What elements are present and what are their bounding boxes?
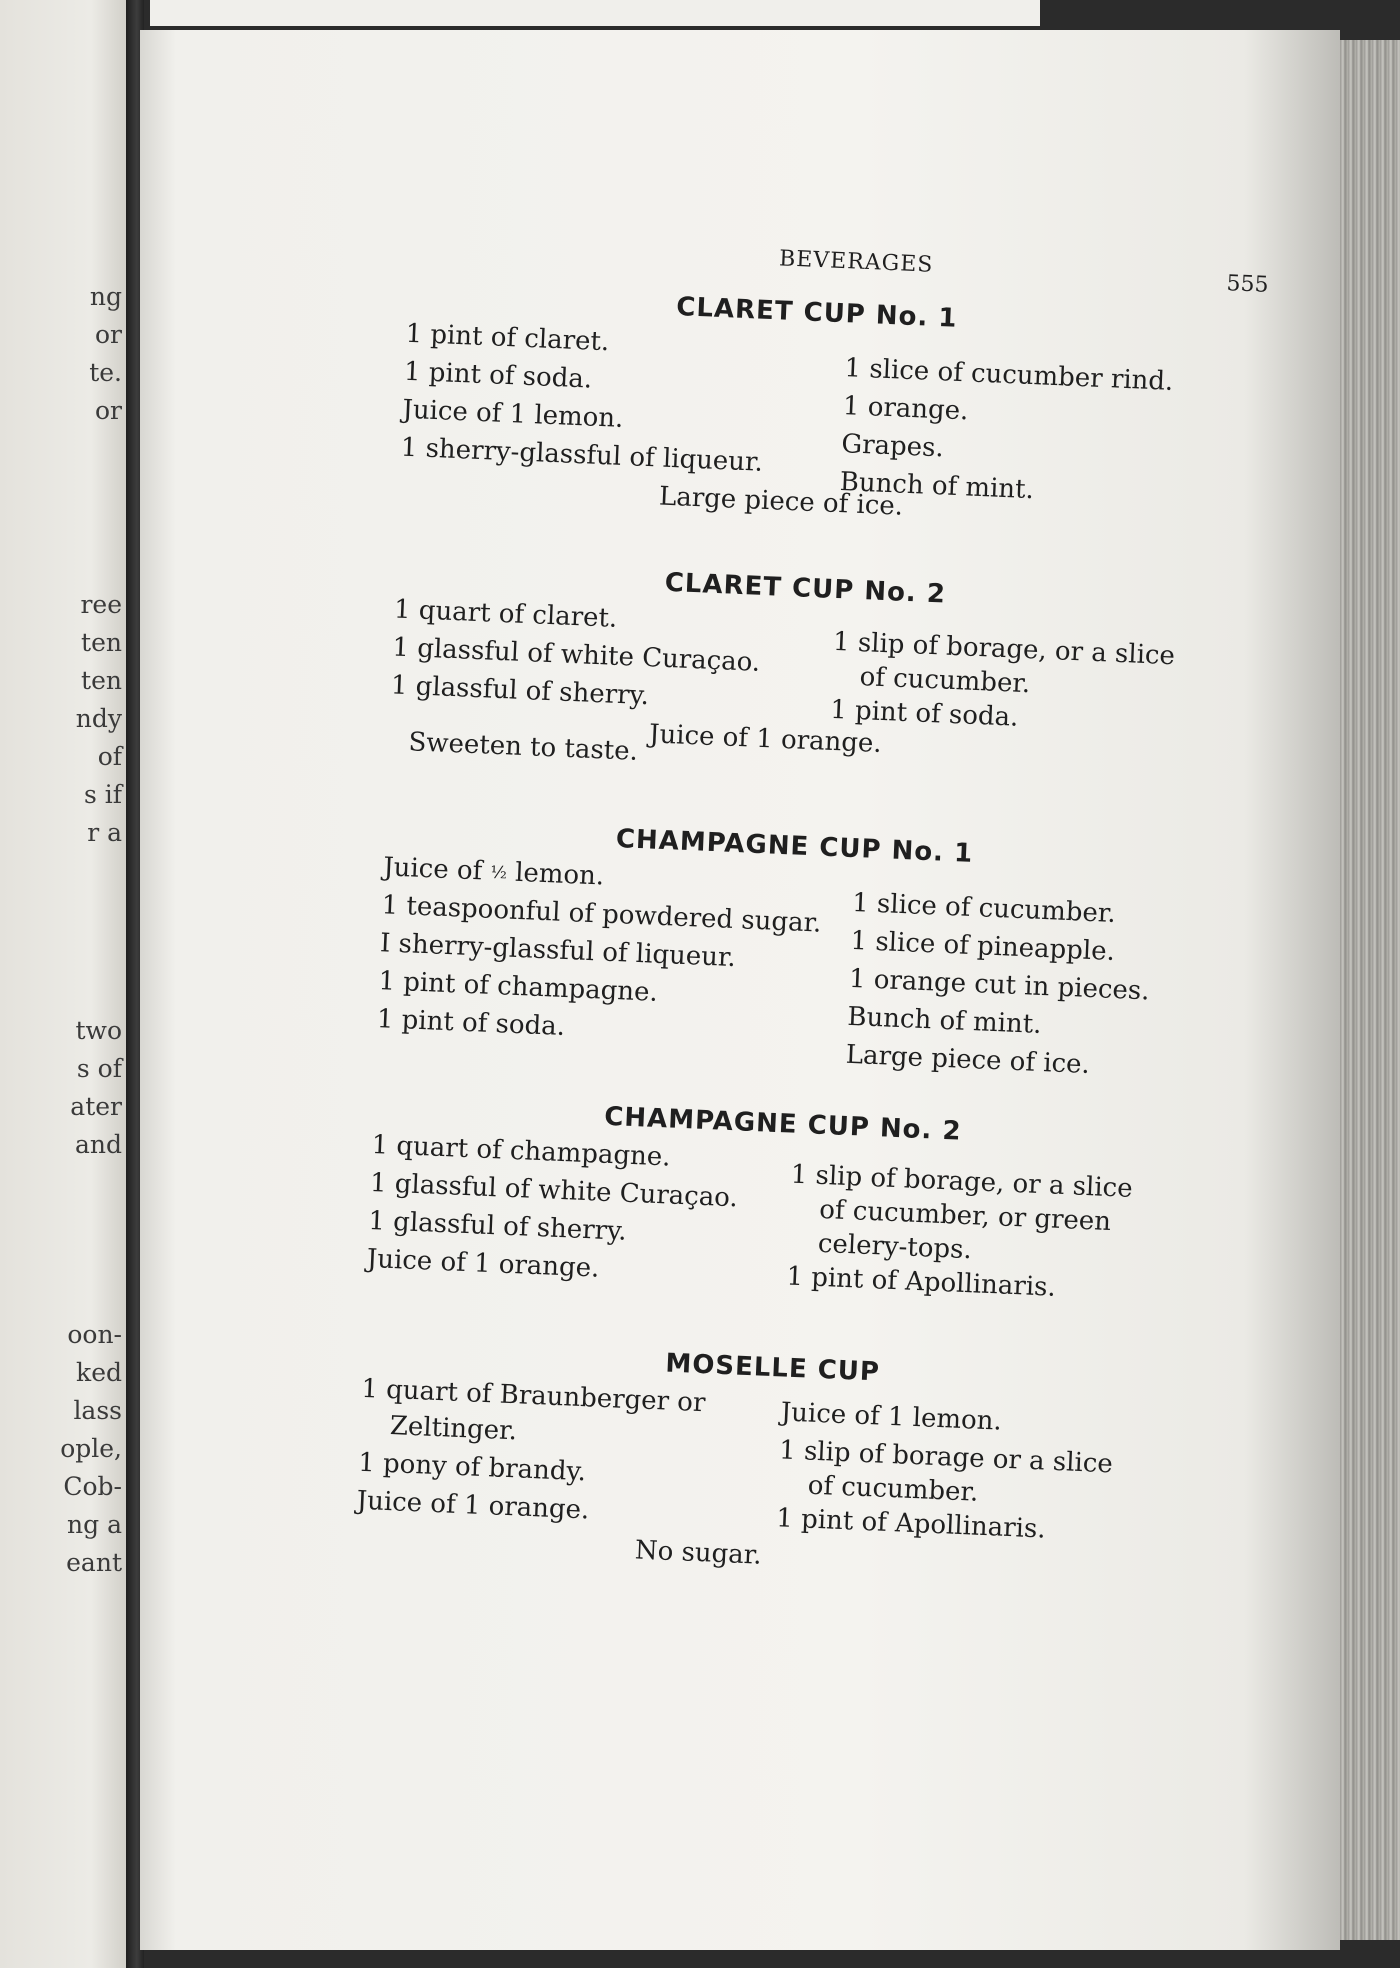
ingredient: 1 pint of soda. <box>376 1004 566 1043</box>
ingredient: 1 pint of Apollinaris. <box>775 1503 1047 1545</box>
ingredient: I sherry-glassful of liqueur. <box>379 928 737 974</box>
facing-line: r a <box>87 818 122 847</box>
ingredient: 1 glassful of sherry. <box>390 670 650 712</box>
facing-line: s of <box>76 1054 122 1083</box>
ingredient: 1 slice of pineapple. <box>850 925 1116 967</box>
facing-line: of <box>97 742 122 771</box>
recipe-note: No sugar. <box>634 1535 763 1571</box>
recipe-note: Large piece of ice. <box>658 481 904 522</box>
facing-line: eant <box>66 1548 122 1577</box>
facing-line: ople, <box>60 1434 122 1463</box>
facing-line: Cob- <box>63 1472 122 1501</box>
ingredient: 1 pony of brandy. <box>357 1447 587 1488</box>
recipe-title: CLARET CUP No. 2 <box>664 567 947 610</box>
fraction: ½ <box>490 862 508 884</box>
ingredient: 1 pint of soda. <box>829 694 1019 733</box>
recipe-note: Sweeten to taste. <box>407 727 639 767</box>
ingredient: 1 quart of champagne. <box>371 1130 672 1173</box>
ingredient: 1 quart of Braunberger or <box>360 1373 706 1419</box>
ingredient: Large piece of ice. <box>845 1039 1091 1081</box>
ingredient: Juice of 1 lemon. <box>401 394 624 434</box>
facing-line: ten <box>81 666 122 695</box>
facing-line: or <box>94 396 122 425</box>
facing-line: ng a <box>67 1510 122 1539</box>
ingredient: 1 glassful of white Curaçao. <box>369 1168 739 1214</box>
facing-line: or <box>94 320 122 349</box>
ingredient: Juice of 1 lemon. <box>780 1397 1003 1437</box>
ingredient: 1 glassful of sherry. <box>367 1205 628 1247</box>
page-number: 555 <box>1225 271 1269 298</box>
facing-page <box>0 0 130 1968</box>
ingredient: 1 pint of claret. <box>405 318 610 358</box>
ingredient: 1 slip of borage, or a slice <box>790 1159 1134 1204</box>
ingredient: Zeltinger. <box>389 1411 518 1447</box>
ingredient-text: lemon. <box>506 857 605 892</box>
ingredient: 1 slice of cucumber. <box>851 887 1117 929</box>
ingredient: Juice of 1 orange. <box>366 1243 600 1284</box>
ingredient: 1 pint of champagne. <box>377 966 659 1008</box>
ingredient: of cucumber, or green <box>818 1194 1112 1238</box>
ingredient: 1 pint of soda. <box>403 356 593 395</box>
ingredient: Grapes. <box>840 429 945 464</box>
ingredient: of cucumber. <box>807 1470 979 1508</box>
facing-line: ked <box>76 1358 122 1387</box>
ingredient <box>383 852 605 891</box>
facing-line: ndy <box>75 704 122 733</box>
facing-line: te. <box>89 358 122 387</box>
ingredient: 1 teaspoonful of powdered sugar. <box>381 890 823 939</box>
ingredient-text: Juice of <box>382 852 492 887</box>
recipe-title: CLARET CUP No. 1 <box>675 292 959 334</box>
ingredient: 1 glassful of white Curaçao. <box>391 632 761 678</box>
recipe-title: MOSELLE CUP <box>664 1348 881 1388</box>
ingredient: Bunch of mint. <box>839 467 1035 506</box>
ingredient: Juice of 1 orange. <box>356 1485 590 1526</box>
facing-line: ater <box>70 1092 122 1121</box>
facing-line: and <box>74 1130 122 1159</box>
facing-line: ree <box>80 590 122 619</box>
facing-line: two <box>75 1016 122 1045</box>
ingredient: 1 orange. <box>842 391 969 427</box>
page-content <box>329 230 1289 1716</box>
running-head: BEVERAGES <box>778 246 934 278</box>
ingredient: 1 slip of borage, or a slice <box>832 626 1176 672</box>
ingredient: Bunch of mint. <box>846 1001 1043 1040</box>
facing-line: ng <box>89 282 122 311</box>
ingredient: of cucumber. <box>859 662 1031 700</box>
book-page <box>140 30 1340 1950</box>
facing-line: ten <box>81 628 122 657</box>
page-top-strip <box>150 0 1040 26</box>
ingredient: 1 sherry-glassful of liqueur. <box>400 432 764 478</box>
ingredient: 1 pint of Apollinaris. <box>785 1261 1057 1303</box>
ingredient: 1 orange cut in pieces. <box>848 963 1151 1007</box>
ingredient: 1 slice of cucumber rind. <box>843 353 1174 397</box>
ingredient: 1 slip of borage or a slice <box>778 1435 1114 1480</box>
recipe-title: CHAMPAGNE CUP No. 1 <box>615 824 974 869</box>
facing-line: s if <box>83 780 122 809</box>
recipe-title: CHAMPAGNE CUP No. 2 <box>603 1101 963 1147</box>
ingredient: 1 quart of claret. <box>393 594 618 634</box>
ingredient: celery-tops. <box>817 1228 973 1266</box>
facing-line: oon- <box>67 1320 122 1349</box>
recipe-note: Juice of 1 orange. <box>648 719 883 760</box>
facing-line: lass <box>73 1396 122 1425</box>
